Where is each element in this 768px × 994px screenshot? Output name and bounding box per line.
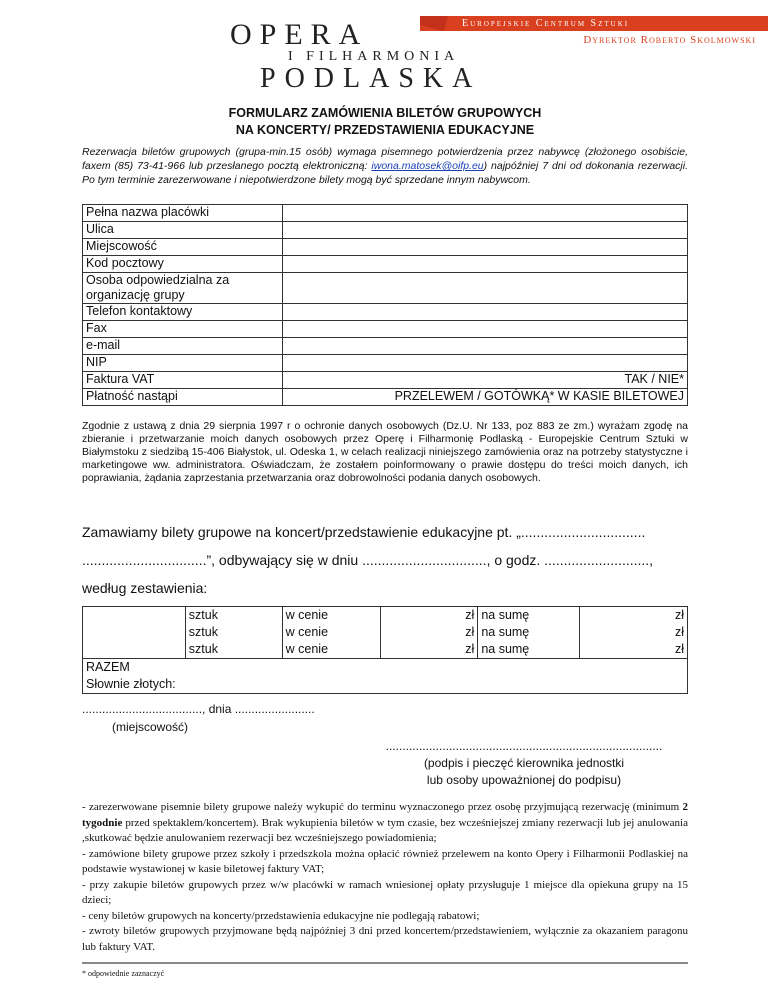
form-value-field[interactable]: TAK / NIE* bbox=[283, 372, 688, 389]
contact-form-table bbox=[82, 204, 688, 406]
ticket-row bbox=[83, 624, 688, 641]
form-row bbox=[83, 389, 688, 406]
note-3: - przy zakupie biletów grupowych przez w/w placówki w ramach wniesionej opłaty przysługuje 1 miejsce dla opiekuna grupy na 15 dzieci; bbox=[82, 878, 688, 906]
form-row bbox=[83, 304, 688, 321]
form-label: Miejscowość bbox=[83, 239, 283, 256]
ticket-row bbox=[83, 607, 688, 625]
tickets-table bbox=[82, 606, 688, 694]
form-label: e-mail bbox=[83, 338, 283, 355]
form-row bbox=[83, 222, 688, 239]
ticket-category-field[interactable] bbox=[83, 641, 186, 659]
note-2: - zamówione bilety grupowe przez szkoły i przedszkola można opłacić również przelewem na konto Opery i Filharmonii Podlaskiej na podstawie wystawionej w kasie biletowej faktury VAT; bbox=[82, 847, 688, 875]
note-4: - ceny biletów grupowych na koncerty/przedstawienia edukacyjne nie podlegają rabatowi; bbox=[82, 909, 480, 922]
total-label: RAZEM bbox=[83, 659, 688, 677]
form-label: Telefon kontaktowy bbox=[83, 304, 283, 321]
consent-text: Zgodnie z ustawą z dnia 29 sierpnia 1997 r o ochronie danych osobowych (Dz.U. Nr 133, poz 883 ze zm.) wyrażam zgodę na zbieranie i przetwarzanie moich danych osobowych przez Operę i Filharmonię Podlaską - Europejskie Centrum Sztuki w Białymstoku z siedzibą 15-406 Białystok, ul. Odeska 1, w celach realizacji niniejszego zamówienia oraz na potrzeby statystyczne i marketingowe ww. administratora. Oświadczam, że zostałem poinformowany o prawie dostępu do treści moich danych, ich poprawiania, żądania zaprzestania przetwarzania oraz dobrowolności podania danych osobowych. bbox=[82, 420, 688, 484]
currency-label: zł bbox=[380, 624, 478, 641]
place-label: (miejscowość) bbox=[112, 720, 189, 734]
terms-notes bbox=[82, 800, 688, 955]
order-line-2: ................................”, odbywający się w dniu ................................, o godz. ..........................., bbox=[82, 552, 654, 568]
page-title bbox=[82, 105, 688, 139]
note-text: - zarezerwowane pisemnie bilety grupowe należy wykupić do terminu wyznaczonego przez osobę przyjmującą rezerwację (minimum bbox=[82, 801, 683, 813]
place-date-field: ...................................., dnia ........................ bbox=[82, 702, 315, 716]
qty-label: sztuk bbox=[185, 641, 282, 659]
form-row bbox=[83, 273, 688, 304]
intro-text bbox=[82, 145, 688, 187]
form-label: Pełna nazwa placówki bbox=[83, 205, 283, 222]
intro-part: Rezerwacja biletów grupowych (grupa-min.15 osób) wymaga pisemnego potwierdzenia przez nabywcę (złożonego osobiście, faxem (85) 73-41-966 lub przesłanego pocztą elektroniczną: bbox=[82, 146, 688, 172]
brand-banner: Europejskie Centrum Sztuki bbox=[420, 16, 768, 31]
price-label: w cenie bbox=[282, 607, 380, 625]
order-statement bbox=[82, 518, 688, 602]
currency-label: zł bbox=[380, 607, 478, 625]
summary-row bbox=[83, 676, 688, 694]
form-label: Faktura VAT bbox=[83, 372, 283, 389]
sum-label: na sumę bbox=[478, 624, 580, 641]
form-row bbox=[83, 256, 688, 273]
email-link[interactable]: iwona.matosek@oifp.eu bbox=[371, 160, 484, 172]
currency-label: zł bbox=[580, 607, 688, 625]
note-5: - zwroty biletów grupowych przyjmowane będą najpóźniej 3 dni przed koncertem/przedstawieniem, wyłącznie za okazaniem paragonu lub faktury VAT. bbox=[82, 925, 688, 953]
currency-label: zł bbox=[580, 641, 688, 659]
intro-part: ) najpóźniej 7 dni od dokonania rezerwacji. Po tym terminie zarezerwowane i niepotwierdzone bilety mogą być sprzedane innym nabywcom. bbox=[82, 160, 688, 186]
form-row bbox=[83, 355, 688, 372]
currency-label: zł bbox=[380, 641, 478, 659]
form-row bbox=[83, 205, 688, 222]
form-value-field[interactable]: PRZELEWEM / GOTÓWKĄ* W KASIE BILETOWEJ bbox=[283, 389, 688, 406]
form-label: Płatność nastąpi bbox=[83, 389, 283, 406]
form-value-field[interactable] bbox=[283, 273, 688, 304]
sum-label: na sumę bbox=[478, 641, 580, 659]
signature-caption-1: (podpis i pieczęć kierownika jednostki bbox=[423, 756, 625, 770]
note-1 bbox=[82, 800, 688, 847]
signature-block bbox=[373, 738, 675, 789]
director-line: Dyrektor Roberto Skolmowski bbox=[583, 34, 756, 46]
signature-dots: ................................................................................... bbox=[385, 739, 663, 753]
form-row bbox=[83, 372, 688, 389]
form-value-field[interactable] bbox=[283, 355, 688, 372]
qty-label: sztuk bbox=[185, 624, 282, 641]
form-value-field[interactable] bbox=[283, 222, 688, 239]
form-value-field[interactable] bbox=[283, 239, 688, 256]
footnote: * odpowiednie zaznaczyć bbox=[82, 969, 165, 978]
signature-caption-2: lub osoby upoważnionej do podpisu) bbox=[426, 773, 622, 787]
form-label: Kod pocztowy bbox=[83, 256, 283, 273]
form-row bbox=[83, 338, 688, 355]
logo-line-3: PODLASKA bbox=[260, 63, 482, 94]
ticket-category-field[interactable] bbox=[83, 607, 186, 625]
form-row bbox=[83, 321, 688, 338]
form-label: Ulica bbox=[83, 222, 283, 239]
form-value-field[interactable] bbox=[283, 205, 688, 222]
qty-label: sztuk bbox=[185, 607, 282, 625]
form-value-field[interactable] bbox=[283, 256, 688, 273]
note-text: przed spektaklem/koncertem). Brak wykupienia biletów w tym czasie, bez wcześniejszej zmiany rezerwacji lub jej anulowania ,skutkować będzie anulowaniem rezerwacji bez wcześniejszego powiadomienia; bbox=[82, 816, 688, 844]
order-line-3: według zestawienia: bbox=[82, 580, 208, 596]
amount-in-words-label: Słownie złotych: bbox=[86, 677, 176, 691]
form-label: Osoba odpowiedzialna za organizację grupy bbox=[83, 273, 283, 304]
form-value-field[interactable] bbox=[283, 338, 688, 355]
form-label: Fax bbox=[83, 321, 283, 338]
order-line-1: Zamawiamy bilety grupowe na koncert/przedstawienie edukacyjne pt. „................................ bbox=[82, 524, 646, 540]
note-bold: 2 tygodnie bbox=[82, 801, 688, 829]
sum-label: na sumę bbox=[478, 607, 580, 625]
price-label: w cenie bbox=[282, 641, 380, 659]
form-value-field[interactable] bbox=[283, 321, 688, 338]
ticket-row bbox=[83, 641, 688, 659]
form-value-field[interactable] bbox=[283, 304, 688, 321]
currency-label: zł bbox=[580, 624, 688, 641]
ticket-category-field[interactable] bbox=[83, 624, 186, 641]
form-row bbox=[83, 239, 688, 256]
logo-line-2: I FILHARMONIA bbox=[288, 49, 460, 64]
opera-logo bbox=[230, 20, 481, 94]
price-label: w cenie bbox=[282, 624, 380, 641]
title-line-2: NA KONCERTY/ PRZEDSTAWIENIA EDUKACYJNE bbox=[235, 123, 535, 137]
footnote-divider bbox=[82, 962, 688, 964]
logo-line-1: OPERA bbox=[230, 18, 369, 51]
summary-row bbox=[83, 659, 688, 677]
form-label: NIP bbox=[83, 355, 283, 372]
title-line-1: FORMULARZ ZAMÓWIENIA BILETÓW GRUPOWYCH bbox=[228, 106, 542, 120]
